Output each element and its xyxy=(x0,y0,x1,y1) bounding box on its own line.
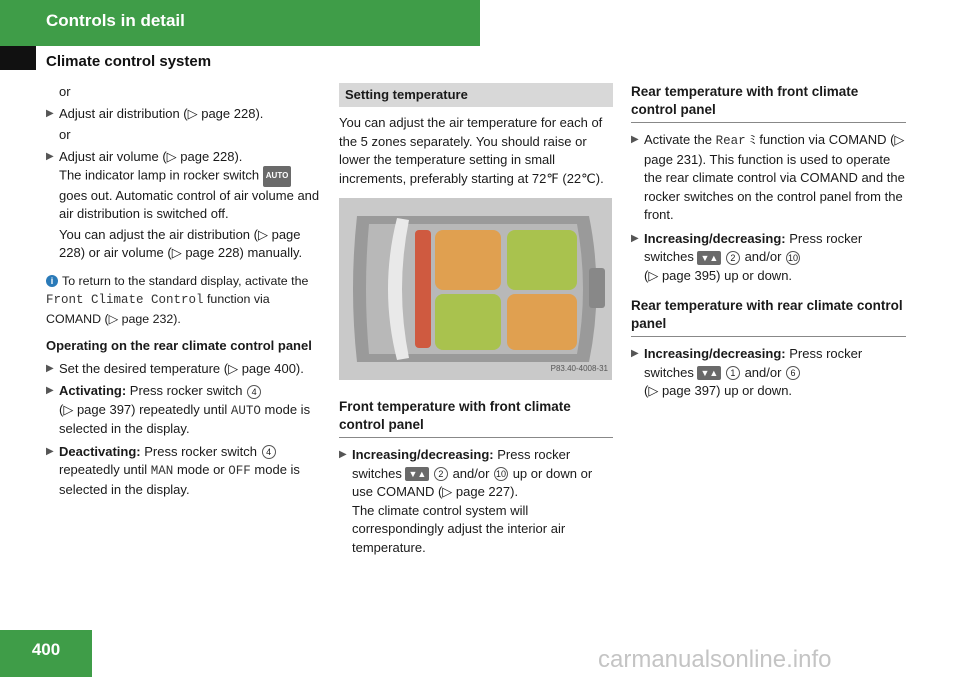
bullet-arrow-icon: ▶ xyxy=(631,232,639,244)
callout-number: 4 xyxy=(262,445,276,459)
bullet-arrow-icon: ▶ xyxy=(46,150,54,162)
bullet-arrow-icon: ▶ xyxy=(46,107,54,119)
bullet-deactivating: ▶ Deactivating: Press rocker switch 4 repeatedly until MAN mode or OFF mode is selected in the display. xyxy=(46,443,300,497)
callout-number: 1 xyxy=(726,366,740,380)
car-top-view-illustration xyxy=(339,198,612,380)
rear-rear-panel-heading: Rear temperature with rear climate control panel xyxy=(631,297,906,337)
page-number: 400 xyxy=(31,640,61,659)
bullet-arrow-icon: ▶ xyxy=(46,362,54,374)
manual-adjust-note: You can adjust the air distribution (▷ page 228) or air volume (▷ page 228) manually. xyxy=(59,226,303,260)
auto-button-icon: AUTO xyxy=(263,166,292,187)
callout-number: 10 xyxy=(496,469,507,480)
front-temp-heading: Front temperature with front climate control panel xyxy=(339,398,613,438)
setting-temperature-heading: Setting temperature xyxy=(339,83,613,107)
temperature-intro: You can adjust the air temperature for each of the 5 zones separately. You should raise or lower the temperature setting in small increments, preferably starting at 72℉ (22℃). xyxy=(339,115,604,186)
rear-panel-heading: Operating on the rear climate control panel xyxy=(46,338,312,353)
info-icon: i xyxy=(46,275,58,287)
callout-number: 2 xyxy=(434,467,448,481)
bullet-set-temperature: ▶ Set the desired temperature (▷ page 400). xyxy=(46,360,321,379)
bullet-increasing-decreasing: ▶ Increasing/decreasing: Press rocker switches ▼▲ 2 and/or 10 (▷ page 395) up or down. xyxy=(631,230,863,283)
side-tab-marker xyxy=(0,46,36,70)
rocker-switch-icon: ▼▲ xyxy=(405,467,429,481)
bullet-activate-rear: ▶ Activate the Rear ﾐ function via COMAND (▷ page 231). This function is used to operate the rear climate control via COMAND and the rocker switches on the control panel from the front. xyxy=(631,132,905,222)
rocker-switch-icon: ▼▲ xyxy=(697,366,721,380)
column-left xyxy=(46,83,321,499)
bullet-arrow-icon: ▶ xyxy=(339,449,347,460)
column-right xyxy=(631,83,906,401)
bullet-air-distribution: ▶ Adjust air distribution (▷ page 228). xyxy=(46,105,321,124)
bullet-air-volume: ▶ Adjust air volume (▷ page 228). The indicator lamp in rocker switch AUTO goes out. Automatic control of air volume and air distribution is switched off. You can adjust the air distribution (▷ page 228) or air volume (▷ page 228) manually. xyxy=(46,148,321,263)
callout-number: 4 xyxy=(247,385,261,399)
info-note: i To return to the standard display, activate the Front Climate Control function via COMAND (▷ page 232). xyxy=(46,273,309,326)
watermark: carmanualsonline.info xyxy=(598,646,832,673)
figure-caption: P83.40-4008-31 xyxy=(550,363,608,373)
rocker-switch-icon: ▼▲ xyxy=(697,251,721,265)
callout-number: 2 xyxy=(726,251,740,265)
fan-icon: ﾐ xyxy=(749,132,756,147)
bullet-increasing-decreasing-rear: ▶ Increasing/decreasing: Press rocker switches ▼▲ 1 and/or 6 (▷ page 397) up or down. xyxy=(631,346,863,398)
bullet-activating: ▶ Activating: Press rocker switch 4 (▷ page 397) repeatedly until AUTO mode is selected in the display. xyxy=(46,383,311,436)
car-interior-figure xyxy=(339,198,612,380)
bullet-arrow-icon: ▶ xyxy=(46,385,54,396)
rear-front-panel-heading: Rear temperature with front climate control panel xyxy=(631,83,906,123)
or-text: or xyxy=(59,127,71,142)
column-middle xyxy=(339,83,613,557)
bullet-arrow-icon: ▶ xyxy=(631,348,639,359)
bullet-arrow-icon: ▶ xyxy=(631,134,639,145)
callout-number: 10 xyxy=(788,252,799,263)
callout-number: 6 xyxy=(786,366,800,380)
bullet-arrow-icon: ▶ xyxy=(46,445,54,457)
section-title: Controls in detail xyxy=(46,11,185,30)
bullet-increasing-decreasing: ▶ Increasing/decreasing: Press rocker switches ▼▲ 2 and/or 10 up or down or use COMAND (▷ page 227). The climate control system will correspondingly adjust the interior air temperature. xyxy=(339,447,593,555)
page-subtitle: Climate control system xyxy=(46,53,212,70)
or-text: or xyxy=(59,84,71,99)
